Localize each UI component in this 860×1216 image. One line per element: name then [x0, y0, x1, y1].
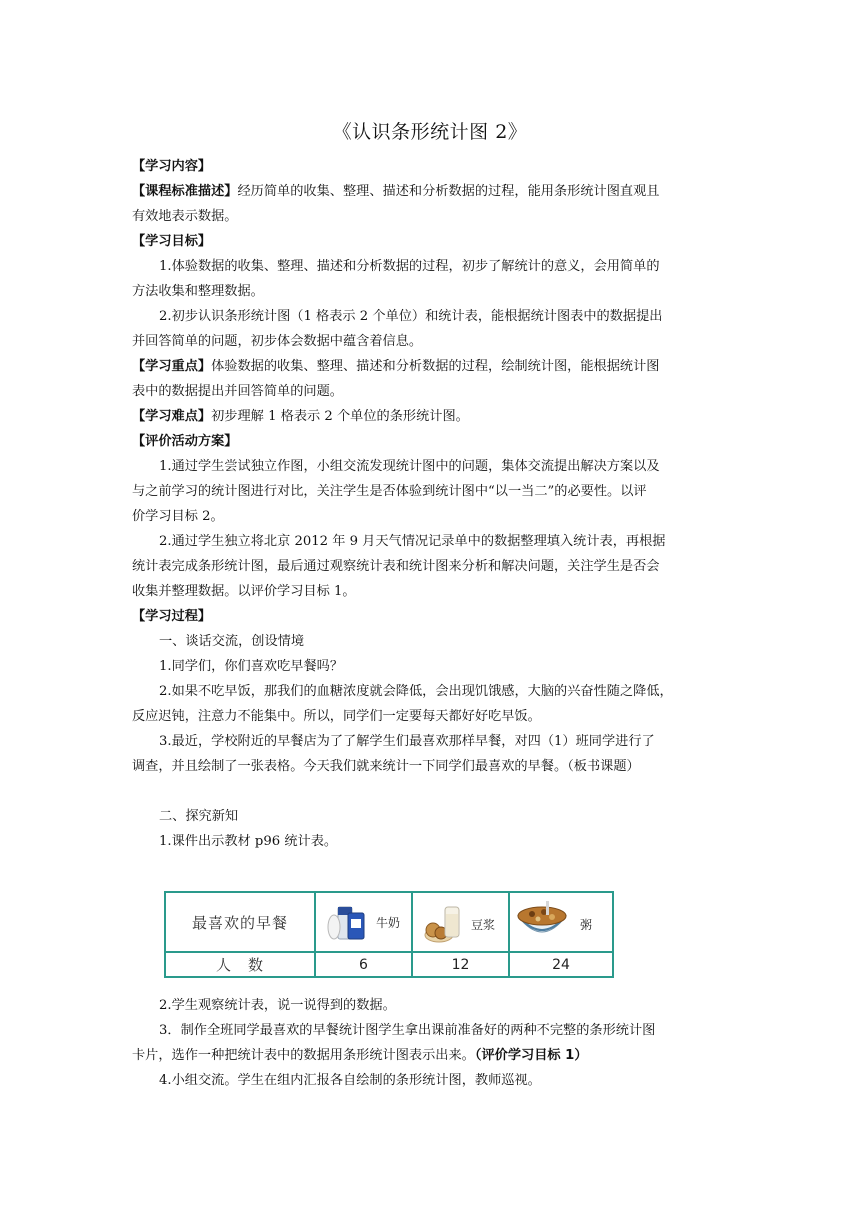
paragraph: 反应迟钝，注意力不能集中。所以，同学们一定要每天都好好吃早饭。	[132, 709, 541, 724]
paragraph: 方法收集和整理数据。	[132, 284, 264, 299]
lesson-body-continued	[132, 993, 732, 1093]
paragraph: 1.同学们，你们喜欢吃早餐吗？	[159, 659, 344, 674]
soymilk-icon	[419, 899, 467, 945]
paragraph: 收集并整理数据。以评价学习目标 1。	[132, 584, 356, 599]
paragraph: 与之前学习的统计图进行对比，关注学生是否体验到统计图中“以一当二”的必要性。以评	[132, 484, 647, 499]
food-label: 豆浆	[471, 918, 496, 932]
text: 卡片，选作一种把统计表中的数据用条形统计图表示出来。	[132, 1048, 475, 1063]
paragraph: 调查，并且绘制了一张表格。今天我们就来统计一下同学们最喜欢的早餐。（板书课题）	[132, 759, 640, 774]
page-title: 《认识条形统计图 2》	[332, 121, 528, 143]
count-cell: 12	[413, 953, 510, 976]
paragraph: 3.最近，学校附近的早餐店为了了解学生们最喜欢那样早餐，对四（1）班同学进行了	[159, 734, 655, 749]
section-heading: 【评价活动方案】	[132, 434, 238, 449]
food-label: 牛奶	[376, 916, 401, 930]
table-row	[166, 893, 612, 953]
paragraph	[132, 179, 732, 204]
breakfast-stats-table	[164, 891, 614, 978]
paragraph: 4.小组交流。学生在组内汇报各自绘制的条形统计图，教师巡视。	[159, 1073, 541, 1088]
text: 初步理解 1 格表示 2 个单位的条形统计图。	[211, 409, 469, 424]
table-row	[166, 953, 612, 976]
paragraph	[132, 1043, 732, 1068]
paragraph: 表中的数据提出并回答简单的问题。	[132, 384, 343, 399]
porridge-icon	[514, 896, 570, 948]
row-header: 最喜欢的早餐	[166, 893, 316, 951]
milk-icon	[324, 901, 372, 943]
paragraph: 2.如果不吃早饭，那我们的血糖浓度就会降低，会出现饥饿感，大脑的兴奋性随之降低，	[159, 684, 673, 699]
paragraph: 3．制作全班同学最喜欢的早餐统计图学生拿出课前准备好的两种不完整的条形统计图	[159, 1023, 656, 1038]
table-cell-porridge	[510, 893, 612, 951]
text: 经历简单的收集、整理、描述和分析数据的过程，能用条形统计图直观且	[237, 184, 660, 199]
table-cell-milk	[316, 893, 413, 951]
paragraph	[132, 404, 732, 429]
row-header: 人 数	[166, 953, 316, 976]
paragraph: 二、探究新知	[159, 809, 239, 824]
inline-emphasis: （评价学习目标 1）	[474, 1048, 588, 1063]
paragraph: 价学习目标 2。	[132, 509, 224, 524]
paragraph: 2.初步认识条形统计图（1 格表示 2 个单位）和统计表，能根据统计图表中的数据提出	[159, 309, 663, 324]
paragraph	[132, 354, 732, 379]
table-cell-soymilk	[413, 893, 510, 951]
paragraph: 有效地表示数据。	[132, 209, 238, 224]
paragraph: 2.通过学生独立将北京 2012 年 9 月天气情况记录单中的数据整理填入统计表，再根据	[159, 534, 666, 549]
section-heading: 【学习目标】	[132, 234, 212, 249]
paragraph: 一、谈话交流，创设情境	[159, 634, 305, 649]
section-heading: 【学习过程】	[132, 609, 212, 624]
text: 体验数据的收集、整理、描述和分析数据的过程，绘制统计图，能根据统计图	[211, 359, 660, 374]
paragraph: 1.体验数据的收集、整理、描述和分析数据的过程，初步了解统计的意义，会用简单的	[159, 259, 660, 274]
food-label: 粥	[580, 918, 593, 932]
count-cell: 24	[552, 956, 570, 973]
paragraph: 2.学生观察统计表，说一说得到的数据。	[159, 998, 396, 1013]
inline-heading: 【学习重点】	[132, 359, 212, 374]
paragraph: 并回答简单的问题，初步体会数据中蕴含着信息。	[132, 334, 423, 349]
paragraph: 统计表完成条形统计图，最后通过观察统计表和统计图来分析和解决问题，关注学生是否会	[132, 559, 660, 574]
section-heading: 【学习内容】	[132, 159, 212, 174]
lesson-body	[132, 154, 732, 854]
inline-heading: 【学习难点】	[132, 409, 212, 424]
paragraph: 1.通过学生尝试独立作图，小组交流发现统计图中的问题，集体交流提出解决方案以及	[159, 459, 660, 474]
inline-heading: 【课程标准描述】	[132, 184, 238, 199]
count-cell: 6	[316, 953, 413, 976]
spacer	[132, 779, 732, 804]
paragraph: 1.课件出示教材 p96 统计表。	[159, 834, 338, 849]
